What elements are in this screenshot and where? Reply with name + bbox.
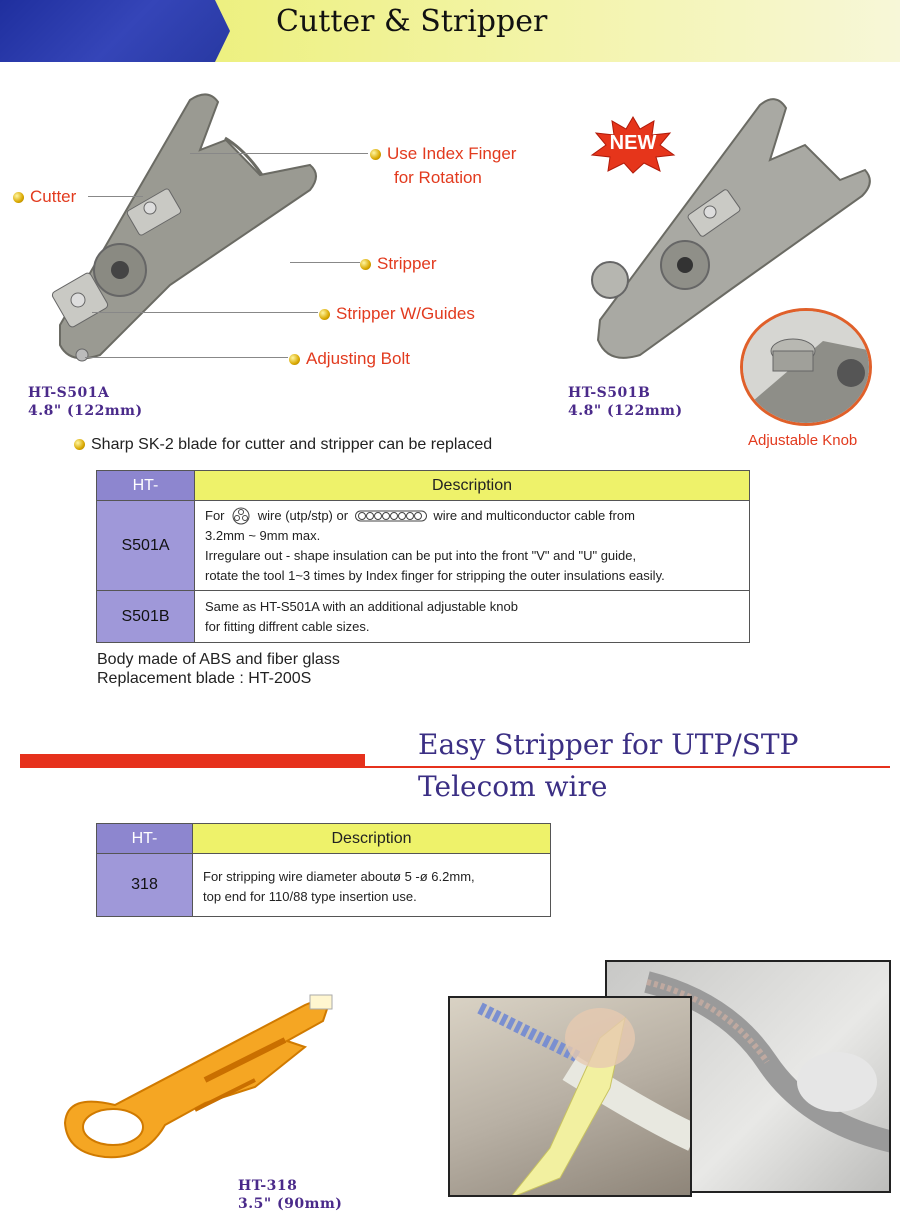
- model-label-ht318: HT-318 3.5" (90mm): [238, 1178, 343, 1212]
- spec-table-s501: [96, 470, 750, 643]
- table-row: [97, 854, 551, 917]
- table-header-row: [97, 471, 750, 501]
- column-header-description: Description: [195, 471, 750, 501]
- header-blue-band: [0, 0, 250, 62]
- section-title-line1: Easy Stripper for UTP/STP: [418, 728, 799, 761]
- description-line: for fitting diffrent cable sizes.: [205, 618, 370, 634]
- section-divider-line: [365, 766, 890, 768]
- section-divider-bar: [20, 754, 365, 768]
- callout-index-finger: Use Index Finger: [370, 143, 516, 165]
- description-line: rotate the tool 1~3 times by Index finger for stripping the outer insulations easily.: [205, 567, 665, 583]
- callout-line-adjusting-bolt: [85, 357, 288, 358]
- description-line: 3.2mm ~ 9mm max.: [205, 527, 321, 543]
- spec-table-318: [96, 823, 551, 917]
- ht-318-tool-image: [55, 985, 375, 1170]
- callout-line-stripper-guides: [92, 312, 318, 313]
- model-label-s501a: HT-S501A 4.8" (122mm): [28, 385, 143, 419]
- adjustable-knob-detail-image: [740, 308, 872, 426]
- column-header-ht: HT-: [97, 471, 195, 501]
- column-header-ht: HT-: [97, 824, 193, 854]
- description-line: Irregulare out - shape insulation can be put into the front "V" and "U" guide,: [205, 547, 637, 563]
- description-line: For stripping wire diameter aboutø 5 -ø 6.2mm,: [203, 869, 475, 884]
- callout-line-cutter: [88, 196, 143, 197]
- description-cell: [195, 591, 750, 643]
- material-note: Body made of ABS and fiber glass: [97, 651, 340, 668]
- model-code-cell: S501A: [97, 501, 195, 591]
- description-cell: [195, 501, 750, 591]
- table-row: [97, 501, 750, 591]
- callout-line-index-finger: [190, 153, 368, 154]
- page-title: Cutter & Stripper: [276, 4, 548, 39]
- flat-cable-icon: [355, 510, 427, 522]
- bullet-icon: [360, 259, 371, 270]
- ht-s501a-tool-image: [30, 80, 330, 370]
- bullet-icon: [13, 192, 24, 203]
- bullet-icon: [289, 354, 300, 365]
- description-line: top end for 110/88 type insertion use.: [203, 889, 417, 904]
- usage-photo-front: [448, 996, 692, 1197]
- model-code-cell: 318: [97, 854, 193, 917]
- bullet-icon: [370, 149, 381, 160]
- bullet-icon: [319, 309, 330, 320]
- description-line: Same as HT-S501A with an additional adjustable knob: [205, 598, 518, 614]
- table-header-row: [97, 824, 551, 854]
- material-notes: [97, 650, 340, 688]
- callout-cutter: Cutter: [13, 186, 76, 208]
- stripper-in-use-icon: [450, 998, 692, 1197]
- knob-closeup-icon: [743, 311, 872, 426]
- callout-line-stripper: [290, 262, 360, 263]
- adjustable-knob-label: Adjustable Knob: [748, 432, 858, 449]
- callout-stripper: Stripper: [360, 253, 437, 275]
- model-label-s501b: HT-S501B 4.8" (122mm): [568, 385, 683, 419]
- callout-stripper-guides: Stripper W/Guides: [319, 303, 475, 325]
- table-row: [97, 591, 750, 643]
- round-cable-icon: [231, 507, 251, 525]
- callout-adjusting-bolt: Adjusting Bolt: [289, 348, 410, 370]
- new-badge-label: NEW: [609, 132, 657, 154]
- blade-note: Sharp SK-2 blade for cutter and stripper can be replaced: [74, 436, 492, 454]
- bullet-icon: [74, 439, 85, 450]
- replacement-blade-note: Replacement blade : HT-200S: [97, 670, 312, 687]
- description-cell: [193, 854, 551, 917]
- column-header-description: Description: [193, 824, 551, 854]
- model-code-cell: S501B: [97, 591, 195, 643]
- description-line: For wire (utp/stp) or wire and multiconductor cable from: [205, 506, 739, 526]
- section-title-line2: Telecom wire: [418, 770, 608, 803]
- callout-index-finger-2: for Rotation: [394, 168, 482, 187]
